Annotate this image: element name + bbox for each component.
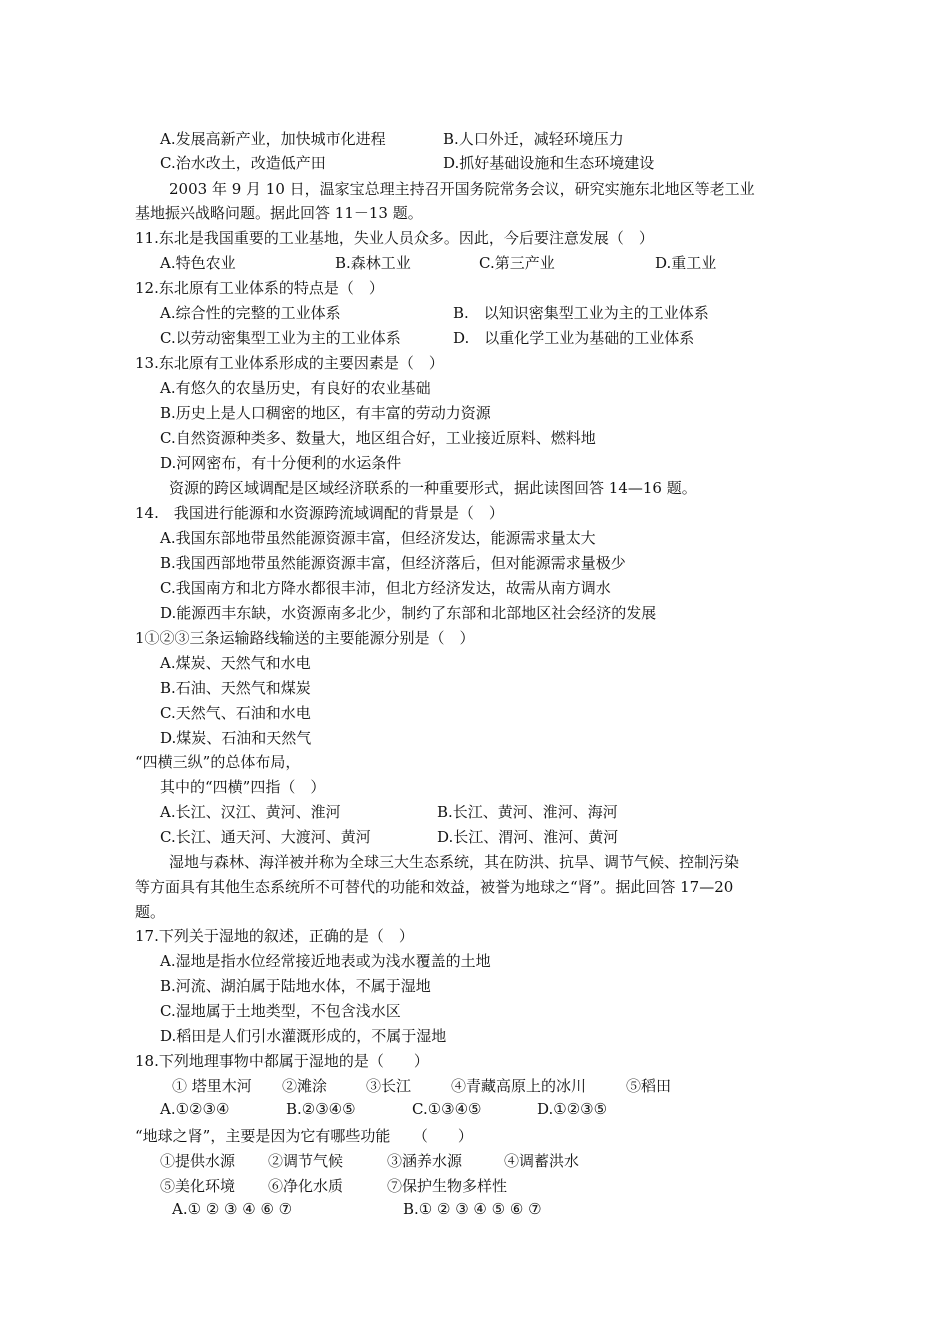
q13-option-c: C.自然资源种类多、数量大，地区组合好，工业接近原料、燃料地: [160, 429, 596, 447]
q10-option-d: D.抓好基础设施和生态环境建设: [443, 154, 655, 172]
q14-option-d: D.能源西丰东缺，水资源南多北少，制约了东部和北部地区社会经济的发展: [160, 604, 657, 622]
q11-stem: 11.东北是我国重要的工业基地，失业人员众多。因此，今后要注意发展（ ）: [135, 229, 654, 247]
intro-11-13-line1: 2003 年 9 月 10 日，温家宝总理主持召开国务院常务会议，研究实施东北地区等老工业: [169, 180, 755, 198]
q12-option-d: D. 以重化学工业为基础的工业体系: [453, 329, 695, 347]
intro-17-20-line3: 题。: [135, 903, 166, 921]
q16-option-c: C.长江、通天河、大渡河、黄河: [160, 828, 371, 846]
q19-option-b: B.① ② ③ ④ ⑤ ⑥ ⑦: [403, 1200, 542, 1218]
q15-option-d: D.煤炭、石油和天然气: [160, 729, 312, 747]
q17-option-b: B.河流、湖泊属于陆地水体，不属于湿地: [160, 977, 431, 995]
q11-option-a: A.特色农业: [160, 254, 236, 272]
q11-option-d: D.重工业: [655, 254, 717, 272]
q18-option-d: D.①②③⑤: [537, 1100, 608, 1118]
q19-item: ①提供水源: [160, 1152, 236, 1170]
q19-item: ⑦保护生物多样性: [387, 1177, 508, 1195]
q19-item: ④调蓄洪水: [504, 1152, 580, 1170]
q19-stem: “地球之肾”，主要是因为它有哪些功能 （ ）: [135, 1127, 473, 1145]
q13-option-d: D.河网密布，有十分便利的水运条件: [160, 454, 402, 472]
intro-11-13-line2: 基地振兴战略问题。据此回答 11－13 题。: [135, 204, 423, 222]
intro-14-16: 资源的跨区域调配是区域经济联系的一种重要形式，据此读图回答 14—16 题。: [169, 479, 697, 497]
q15-option-b: B.石油、天然气和煤炭: [160, 679, 311, 697]
q19-item: ⑤美化环境: [160, 1177, 236, 1195]
q10-option-a: A.发展高新产业，加快城市化进程: [160, 130, 386, 148]
q18-item: ②滩涂: [282, 1077, 328, 1095]
q14-option-c: C.我国南方和北方降水都很丰沛，但北方经济发达，故需从南方调水: [160, 579, 611, 597]
q10-option-c: C.治水改土，改造低产田: [160, 154, 326, 172]
q14-option-a: A.我国东部地带虽然能源资源丰富，但经济发达，能源需求量太大: [160, 529, 596, 547]
q11-option-c: C.第三产业: [479, 254, 555, 272]
q16-stem-line1: “四横三纵”的总体布局，: [135, 753, 301, 771]
q15-option-c: C.天然气、石油和水电: [160, 704, 311, 722]
q19-option-a: A.① ② ③ ④ ⑥ ⑦: [172, 1200, 293, 1218]
q16-option-a: A.长江、汉江、黄河、淮河: [160, 803, 341, 821]
q17-option-a: A.湿地是指水位经常接近地表或为浅水覆盖的土地: [160, 952, 491, 970]
q18-item: ⑤稻田: [626, 1077, 672, 1095]
intro-17-20-line2: 等方面具有其他生态系统所不可替代的功能和效益，被誉为地球之“肾”。据此回答 17—20: [135, 878, 734, 896]
q12-option-a: A.综合性的完整的工业体系: [160, 304, 341, 322]
q19-item: ⑥净化水质: [268, 1177, 344, 1195]
q16-option-d: D.长江、渭河、淮河、黄河: [437, 828, 619, 846]
q17-option-c: C.湿地属于土地类型，不包含浅水区: [160, 1002, 401, 1020]
q14-stem: 14. 我国进行能源和水资源跨流域调配的背景是（ ）: [135, 504, 504, 522]
q11-option-b: B.森林工业: [335, 254, 411, 272]
q18-item: ④青藏高原上的冰川: [451, 1077, 587, 1095]
q15-stem: 1①②③三条运输路线输送的主要能源分别是（ ）: [135, 629, 475, 647]
q15-option-a: A.煤炭、天然气和水电: [160, 654, 311, 672]
q10-option-b: B.人口外迁，减轻环境压力: [443, 130, 624, 148]
q17-stem: 17.下列关于湿地的叙述，正确的是（ ）: [135, 927, 414, 945]
q13-option-b: B.历史上是人口稠密的地区，有丰富的劳动力资源: [160, 404, 491, 422]
q13-stem: 13.东北原有工业体系形成的主要因素是（ ）: [135, 354, 444, 372]
q12-option-b: B. 以知识密集型工业为主的工业体系: [453, 304, 709, 322]
q16-stem-line2: 其中的“四横”四指（ ）: [160, 778, 326, 796]
q19-item: ②调节气候: [268, 1152, 344, 1170]
q12-stem: 12.东北原有工业体系的特点是（ ）: [135, 279, 384, 297]
q13-option-a: A.有悠久的农垦历史，有良好的农业基础: [160, 379, 431, 397]
intro-17-20-line1: 湿地与森林、海洋被并称为全球三大生态系统，其在防洪、抗旱、调节气候、控制污染: [169, 853, 740, 871]
q18-stem: 18.下列地理事物中都属于湿地的是（ ）: [135, 1052, 429, 1070]
q18-option-a: A.①②③④: [160, 1100, 230, 1118]
q16-option-b: B.长江、黄河、淮河、海河: [437, 803, 618, 821]
q18-item: ① 塔里木河: [172, 1077, 252, 1095]
q18-item: ③长江: [366, 1077, 412, 1095]
q12-option-c: C.以劳动密集型工业为主的工业体系: [160, 329, 401, 347]
q14-option-b: B.我国西部地带虽然能源资源丰富，但经济落后，但对能源需求量极少: [160, 554, 626, 572]
q17-option-d: D.稻田是人们引水灌溉形成的，不属于湿地: [160, 1027, 447, 1045]
q18-option-c: C.①③④⑤: [412, 1100, 482, 1118]
q19-item: ③涵养水源: [387, 1152, 463, 1170]
q18-option-b: B.②③④⑤: [286, 1100, 356, 1118]
